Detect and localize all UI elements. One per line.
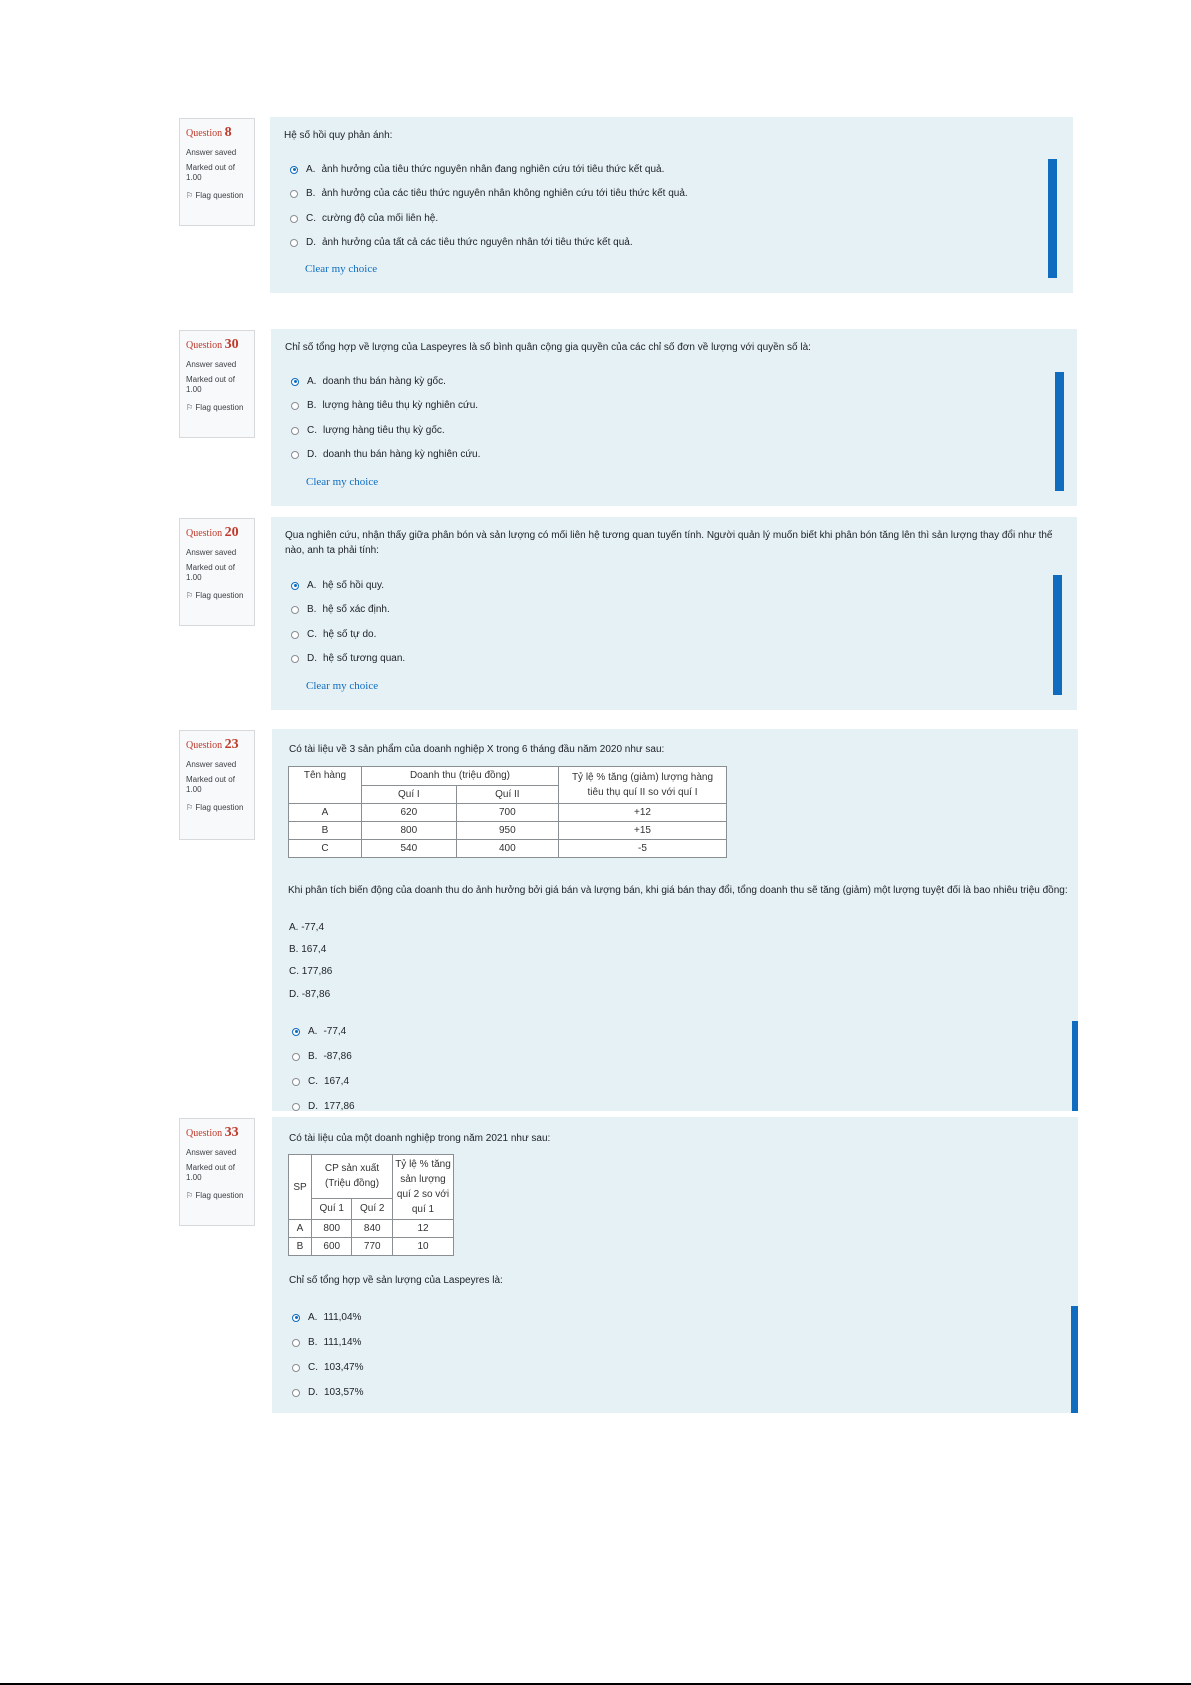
- col-header-sp: SP: [289, 1155, 312, 1220]
- option-c[interactable]: C. 167,4: [292, 1076, 349, 1087]
- choice-text: C. 177,86: [289, 966, 333, 977]
- col-header-q2: Quí 2: [352, 1198, 393, 1219]
- flag-question-link[interactable]: ⚐ Flag question: [186, 590, 244, 600]
- cell: 770: [352, 1238, 393, 1256]
- question-text: Hệ số hồi quy phản ánh:: [284, 130, 393, 141]
- radio[interactable]: [292, 1364, 300, 1372]
- radio[interactable]: [291, 606, 299, 614]
- radio[interactable]: [291, 451, 299, 459]
- clear-choice-link[interactable]: Clear my choice: [306, 476, 379, 488]
- state-label: Answer saved: [186, 147, 237, 157]
- col-header-q1: Quí I: [362, 785, 457, 804]
- clear-choice-link[interactable]: Clear my choice: [306, 680, 379, 692]
- marked-label: Marked out of: [186, 563, 235, 573]
- cell: 840: [352, 1220, 393, 1238]
- option-d[interactable]: D. 177,86: [292, 1101, 355, 1111]
- question-content-33: [272, 1117, 1078, 1413]
- question-number: Question 33: [186, 1125, 239, 1140]
- option-d[interactable]: D. hệ số tương quan.: [291, 653, 405, 664]
- question-text: Qua nghiên cứu, nhận thấy giữa phân bón và sản lượng có mối liên hệ tương quan tuyến tính. Người quản lý muốn biết khi phân bón tăng lên thì sản lượng thay đổi như thế nào, anh ta phải tính:: [285, 530, 1053, 556]
- option-a[interactable]: A. -77,4: [292, 1026, 346, 1037]
- state-label: Answer saved: [186, 759, 237, 769]
- question-intro: Có tài liệu của một doanh nghiệp trong năm 2021 như sau:: [289, 1133, 551, 1144]
- question-number: Question 8: [186, 125, 232, 140]
- option-b[interactable]: B. -87,86: [292, 1051, 352, 1062]
- data-table: [288, 1154, 454, 1256]
- question-content-20: [271, 517, 1077, 710]
- radio[interactable]: [290, 190, 298, 198]
- cell: 600: [312, 1238, 352, 1256]
- option-b[interactable]: B. 111,14%: [292, 1337, 361, 1348]
- radio[interactable]: [291, 427, 299, 435]
- table-row: [289, 1220, 454, 1238]
- cell: 620: [362, 804, 457, 822]
- flag-icon: ⚐: [186, 802, 196, 812]
- mark-value: 1.00: [186, 1172, 202, 1182]
- option-a[interactable]: A. hệ số hồi quy.: [291, 580, 384, 591]
- radio-checked[interactable]: [292, 1028, 300, 1036]
- cell: -5: [559, 840, 727, 858]
- scrollbar-thumb[interactable]: [1055, 372, 1064, 491]
- col-header-q2: Quí II: [456, 785, 558, 804]
- data-table: [288, 766, 727, 858]
- scrollbar-thumb[interactable]: [1072, 1021, 1078, 1111]
- flag-icon: ⚐: [186, 590, 196, 600]
- option-c[interactable]: C. lượng hàng tiêu thụ kỳ gốc.: [291, 425, 445, 436]
- radio-checked[interactable]: [291, 582, 299, 590]
- table-row: [289, 840, 727, 858]
- cell: +15: [559, 822, 727, 840]
- question-info-23: [179, 730, 255, 840]
- flag-question-link[interactable]: ⚐ Flag question: [186, 402, 244, 412]
- radio[interactable]: [290, 239, 298, 247]
- option-b[interactable]: B. lượng hàng tiêu thụ kỳ nghiên cứu.: [291, 400, 478, 411]
- question-content-23: [272, 729, 1078, 1111]
- col-header-cp: CP sản xuất (Triệu đồng): [312, 1155, 393, 1199]
- question-number: Question 23: [186, 737, 239, 752]
- option-a[interactable]: A. ảnh hưởng của tiêu thức nguyên nhân đang nghiên cứu tới tiêu thức kết quả.: [290, 164, 664, 175]
- question-content-8: [270, 117, 1073, 293]
- cell: 12: [393, 1220, 454, 1238]
- table-row: [289, 804, 727, 822]
- radio[interactable]: [292, 1103, 300, 1111]
- option-a[interactable]: A. doanh thu bán hàng kỳ gốc.: [291, 376, 446, 387]
- option-c[interactable]: C. cường độ của mối liên hệ.: [290, 213, 438, 224]
- choice-text: D. -87,86: [289, 989, 331, 1000]
- question-info-30: [179, 330, 255, 438]
- cell: C: [289, 840, 362, 858]
- cell: 800: [312, 1220, 352, 1238]
- flag-question-link[interactable]: ⚐ Flag question: [186, 190, 244, 200]
- radio[interactable]: [292, 1389, 300, 1397]
- radio-checked[interactable]: [292, 1314, 300, 1322]
- state-label: Answer saved: [186, 1147, 237, 1157]
- radio[interactable]: [291, 655, 299, 663]
- radio[interactable]: [292, 1053, 300, 1061]
- question-content-30: [271, 329, 1077, 506]
- mark-value: 1.00: [186, 384, 202, 394]
- option-c[interactable]: C. hệ số tự do.: [291, 629, 376, 640]
- radio[interactable]: [291, 402, 299, 410]
- marked-label: Marked out of: [186, 163, 235, 173]
- col-header-q1: Quí 1: [312, 1198, 352, 1219]
- marked-label: Marked out of: [186, 775, 235, 785]
- question-text: Chỉ số tổng hợp về lượng của Laspeyres là số bình quân cộng gia quyền của các chỉ số đơn về lượng với quyền số là:: [285, 342, 811, 353]
- option-d[interactable]: D. ảnh hưởng của tất cả các tiêu thức nguyên nhân tới tiêu thức kết quả.: [290, 237, 633, 248]
- cell: 540: [362, 840, 457, 858]
- cell: 800: [362, 822, 457, 840]
- choice-text: B. 167,4: [289, 944, 327, 955]
- cell: 700: [456, 804, 558, 822]
- cell: B: [289, 1238, 312, 1256]
- flag-question-link[interactable]: ⚐ Flag question: [186, 1190, 244, 1200]
- col-header-revenue: Doanh thu (triệu đồng): [362, 767, 559, 786]
- cell: B: [289, 822, 362, 840]
- cell: 950: [456, 822, 558, 840]
- option-b[interactable]: B. hệ số xác định.: [291, 604, 390, 615]
- marked-label: Marked out of: [186, 375, 235, 385]
- cell: A: [289, 804, 362, 822]
- cell: +12: [559, 804, 727, 822]
- state-label: Answer saved: [186, 359, 237, 369]
- marked-label: Marked out of: [186, 1163, 235, 1173]
- flag-icon: ⚐: [186, 402, 196, 412]
- clear-choice-link[interactable]: Clear my choice: [305, 263, 378, 275]
- flag-icon: ⚐: [186, 190, 196, 200]
- option-d[interactable]: D. doanh thu bán hàng kỳ nghiên cứu.: [291, 449, 480, 460]
- flag-icon: ⚐: [186, 1190, 196, 1200]
- col-header-rate: Tỷ lệ % tăng (giảm) lượng hàng tiêu thụ quí II so với quí I: [559, 767, 727, 804]
- question-intro: Có tài liệu về 3 sản phẩm của doanh nghiệp X trong 6 tháng đầu năm 2020 như sau:: [289, 744, 665, 755]
- scrollbar-thumb[interactable]: [1053, 575, 1062, 695]
- radio[interactable]: [292, 1339, 300, 1347]
- cell: 10: [393, 1238, 454, 1256]
- option-b[interactable]: B. ảnh hưởng của các tiêu thức nguyên nhân không nghiên cứu tới tiêu thức kết quả.: [290, 188, 688, 199]
- choice-text: A. -77,4: [289, 922, 325, 933]
- option-d[interactable]: D. 103,57%: [292, 1387, 363, 1398]
- question-info-8: [179, 118, 255, 226]
- table-row: [289, 822, 727, 840]
- mark-value: 1.00: [186, 572, 202, 582]
- question-info-33: [179, 1118, 255, 1226]
- radio-checked[interactable]: [291, 378, 299, 386]
- question-number: Question 30: [186, 337, 239, 352]
- radio-checked[interactable]: [290, 166, 298, 174]
- col-header-name: Tên hàng: [289, 767, 362, 804]
- mark-value: 1.00: [186, 172, 202, 182]
- question-number: Question 20: [186, 525, 239, 540]
- table-row: [289, 1238, 454, 1256]
- question-text: Khi phân tích biến động của doanh thu do ảnh hưởng bởi giá bán và lượng bán, khi giá bán thay đổi, tổng doanh thu sẽ tăng (giảm) một lượng tuyệt đối là bao nhiêu triệu đồng:: [288, 885, 1068, 896]
- question-info-20: [179, 518, 255, 626]
- scrollbar-thumb[interactable]: [1071, 1306, 1078, 1413]
- radio[interactable]: [291, 631, 299, 639]
- option-a[interactable]: A. 111,04%: [292, 1312, 361, 1323]
- radio[interactable]: [290, 215, 298, 223]
- col-header-rate: Tỷ lệ % tăng sản lượng quí 2 so với quí 1: [393, 1155, 454, 1220]
- state-label: Answer saved: [186, 547, 237, 557]
- mark-value: 1.00: [186, 784, 202, 794]
- cell: A: [289, 1220, 312, 1238]
- option-c[interactable]: C. 103,47%: [292, 1362, 363, 1373]
- radio[interactable]: [292, 1078, 300, 1086]
- question-text: Chỉ số tổng hợp về sản lượng của Laspeyres là:: [289, 1275, 503, 1286]
- cell: 400: [456, 840, 558, 858]
- scrollbar-thumb[interactable]: [1048, 159, 1057, 278]
- flag-question-link[interactable]: ⚐ Flag question: [186, 802, 244, 812]
